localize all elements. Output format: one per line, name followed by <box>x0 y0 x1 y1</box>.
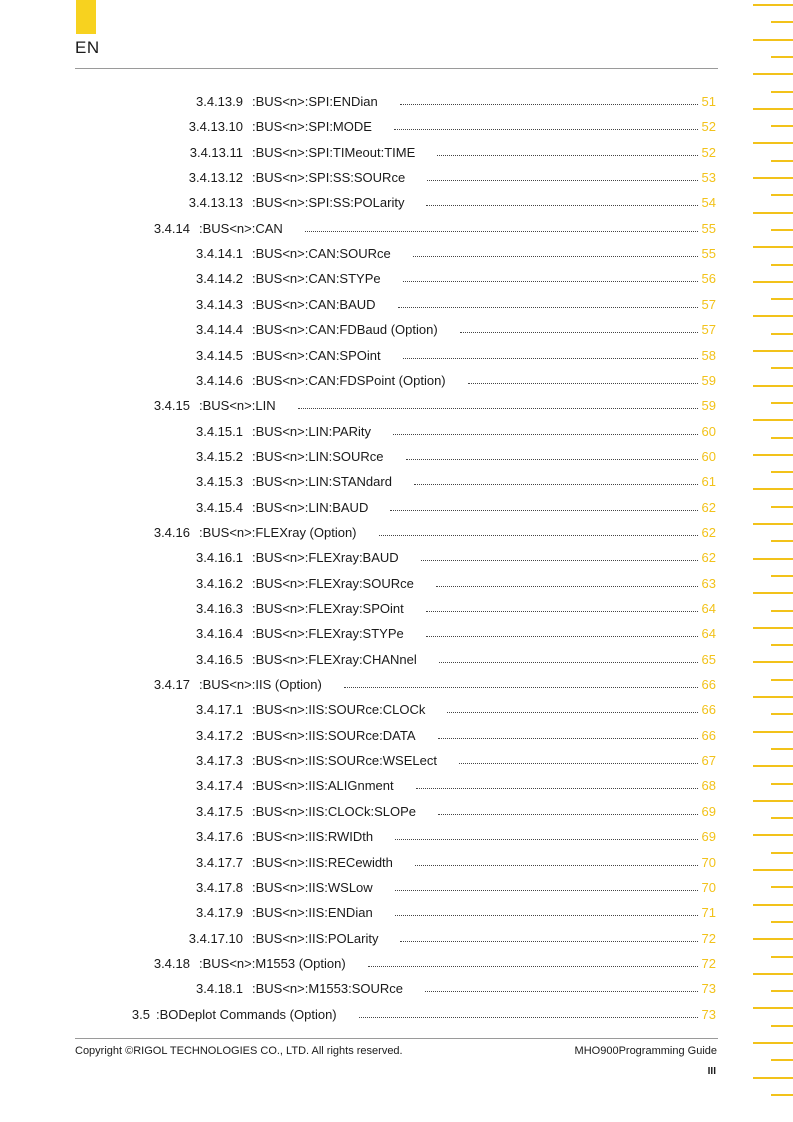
toc-entry-page[interactable]: 65 <box>701 651 716 667</box>
toc-entry[interactable] <box>0 545 793 570</box>
page-number: III <box>707 1066 716 1077</box>
toc-entry-title: :BUS<n>:IIS:POLarity <box>252 930 379 946</box>
edge-tick-line <box>771 1059 793 1061</box>
toc-entry-number: 3.4.17.2 <box>196 727 243 743</box>
toc-dot-leader <box>415 865 698 866</box>
toc-entry-title: :BUS<n>:SPI:TIMeout:TIME <box>252 144 416 160</box>
toc-dot-leader <box>438 738 698 739</box>
copyright-text: Copyright ©RIGOL TECHNOLOGIES CO., LTD. All rights reserved. <box>75 1045 403 1057</box>
edge-tick-line <box>771 21 793 23</box>
edge-tick-line <box>771 56 793 58</box>
toc-dot-leader <box>421 560 698 561</box>
toc-entry-title: :BUS<n>:CAN:FDBaud (Option) <box>252 322 438 338</box>
toc-dot-leader <box>379 535 698 536</box>
toc-entry[interactable] <box>0 368 793 393</box>
toc-entry-title: :BUS<n>:CAN:BAUD <box>252 296 376 312</box>
toc-entry[interactable] <box>0 241 793 266</box>
toc-dot-leader <box>425 991 698 992</box>
table-of-contents <box>0 89 793 1027</box>
toc-entry-number: 3.4.17.8 <box>196 879 243 895</box>
toc-entry[interactable] <box>0 114 793 139</box>
toc-entry-title: :BUS<n>:CAN <box>199 220 283 236</box>
toc-entry-page[interactable]: 71 <box>701 905 716 921</box>
toc-dot-leader <box>459 763 698 764</box>
toc-entry-page[interactable]: 66 <box>701 677 716 693</box>
toc-entry-number: 3.4.14.5 <box>196 347 243 363</box>
toc-entry-number: 3.4.15.4 <box>196 499 243 515</box>
toc-dot-leader <box>413 256 698 257</box>
toc-entry-number: 3.4.14.3 <box>196 296 243 312</box>
toc-entry[interactable] <box>0 799 793 824</box>
toc-entry-title: :BUS<n>:LIN:PARity <box>252 423 371 439</box>
toc-entry-page[interactable]: 52 <box>701 119 716 135</box>
toc-entry-number: 3.4.17.6 <box>196 829 243 845</box>
toc-entry[interactable] <box>0 165 793 190</box>
toc-dot-leader <box>344 687 698 688</box>
toc-entry-title: :BUS<n>:LIN:STANdard <box>252 474 392 490</box>
toc-entry-title: :BUS<n>:M1553 (Option) <box>199 955 346 971</box>
toc-entry-title: :BUS<n>:SPI:ENDian <box>252 94 378 109</box>
toc-entry-page[interactable]: 62 <box>701 524 716 540</box>
toc-entry-number: 3.4.13.11 <box>189 144 243 160</box>
toc-entry-number: 3.4.14.6 <box>196 372 243 388</box>
chapter-tab-marker <box>76 0 96 34</box>
toc-entry-number: 3.4.16 <box>153 524 190 540</box>
toc-entry[interactable] <box>0 216 793 241</box>
toc-entry[interactable] <box>0 621 793 646</box>
toc-entry-page[interactable]: 70 <box>701 854 716 870</box>
toc-entry-page[interactable]: 60 <box>701 448 716 464</box>
footer-rule <box>75 1038 718 1039</box>
toc-entry-page[interactable]: 56 <box>701 271 716 287</box>
toc-dot-leader <box>359 1017 698 1018</box>
toc-entry-number: 3.4.17.5 <box>196 803 243 819</box>
toc-entry-title: :BUS<n>:FLEXray:BAUD <box>252 550 399 566</box>
toc-entry-page[interactable]: 55 <box>701 246 716 262</box>
toc-dot-leader <box>436 586 698 587</box>
toc-entry-number: 3.4.18 <box>153 955 190 971</box>
toc-entry[interactable] <box>0 317 793 342</box>
toc-entry-title: :BUS<n>:FLEXray:CHANnel <box>252 651 417 667</box>
toc-entry-number: 3.4.13.9 <box>196 94 243 109</box>
toc-entry-page[interactable]: 68 <box>701 778 716 794</box>
toc-entry-title: :BODeplot Commands (Option) <box>156 1006 337 1022</box>
toc-dot-leader <box>403 281 698 282</box>
toc-entry[interactable] <box>0 926 793 951</box>
toc-entry-page[interactable]: 69 <box>701 803 716 819</box>
toc-entry-title: :BUS<n>:FLEXray:SPOint <box>252 601 404 616</box>
toc-entry-page[interactable]: 72 <box>701 930 716 946</box>
toc-dot-leader <box>468 383 698 384</box>
toc-entry-number: 3.4.16.5 <box>196 651 243 667</box>
toc-dot-leader <box>427 180 698 181</box>
toc-dot-leader <box>439 662 698 663</box>
toc-dot-leader <box>438 814 698 815</box>
toc-entry-title: :BUS<n>:LIN:BAUD <box>252 499 369 515</box>
header-rule <box>75 68 718 69</box>
toc-entry-title: :BUS<n>:FLEXray:STYPe <box>252 626 404 642</box>
toc-entry[interactable] <box>0 900 793 925</box>
toc-dot-leader <box>406 459 698 460</box>
toc-dot-leader <box>447 712 698 713</box>
toc-dot-leader <box>394 129 698 130</box>
toc-entry-page[interactable]: 60 <box>701 423 716 439</box>
toc-entry[interactable] <box>0 596 793 621</box>
toc-entry[interactable] <box>0 773 793 798</box>
toc-entry-number: 3.4.14.4 <box>196 322 243 338</box>
toc-entry[interactable] <box>0 292 793 317</box>
toc-dot-leader <box>298 408 698 409</box>
toc-entry-title: :BUS<n>:IIS:RWIDth <box>252 829 374 845</box>
toc-entry-title: :BUS<n>:SPI:MODE <box>252 119 372 135</box>
toc-entry-page[interactable]: 70 <box>701 879 716 895</box>
toc-entry[interactable] <box>0 190 793 215</box>
toc-entry-number: 3.4.17 <box>153 677 190 693</box>
edge-tick-line <box>753 1042 793 1044</box>
toc-entry-title: :BUS<n>:IIS:ENDian <box>252 905 373 921</box>
edge-tick-line <box>753 1077 793 1079</box>
toc-entry-title: :BUS<n>:CAN:SPOint <box>252 347 381 363</box>
toc-entry[interactable] <box>0 850 793 875</box>
toc-entry-page[interactable]: 62 <box>701 499 716 515</box>
edge-tick-line <box>753 39 793 41</box>
toc-entry-title: :BUS<n>:CAN:FDSPoint (Option) <box>252 372 446 388</box>
edge-tick-line <box>753 73 793 75</box>
toc-dot-leader <box>398 307 698 308</box>
toc-dot-leader <box>305 231 698 232</box>
toc-dot-leader <box>426 636 698 637</box>
toc-entry-page[interactable]: 58 <box>701 347 716 363</box>
toc-entry-number: 3.4.16.2 <box>196 575 243 591</box>
toc-dot-leader <box>426 205 698 206</box>
toc-entry-title: :BUS<n>:LIN:SOURce <box>252 448 384 464</box>
toc-entry-title: :BUS<n>:CAN:STYPe <box>252 271 381 287</box>
toc-entry[interactable] <box>0 571 793 596</box>
toc-entry[interactable] <box>0 697 793 722</box>
toc-entry-page[interactable]: 51 <box>701 94 716 109</box>
toc-dot-leader <box>460 332 698 333</box>
toc-dot-leader <box>414 484 698 485</box>
toc-entry[interactable] <box>0 1002 793 1027</box>
toc-entry[interactable] <box>0 343 793 368</box>
toc-entry-number: 3.4.15.3 <box>196 474 243 490</box>
toc-entry-title: :BUS<n>:IIS:ALIGnment <box>252 778 394 794</box>
toc-entry-number: 3.4.17.7 <box>196 854 243 870</box>
toc-entry-title: :BUS<n>:CAN:SOURce <box>252 246 391 262</box>
toc-entry-page[interactable]: 62 <box>701 550 716 566</box>
toc-dot-leader <box>426 611 698 612</box>
toc-entry[interactable] <box>0 495 793 520</box>
toc-entry-page[interactable]: 61 <box>701 474 716 490</box>
toc-entry-page[interactable]: 73 <box>701 1006 716 1022</box>
toc-entry-page[interactable]: 64 <box>701 626 716 642</box>
toc-dot-leader <box>400 941 698 942</box>
toc-entry-title: :BUS<n>:IIS:SOURce:CLOCk <box>252 702 426 718</box>
toc-entry-title: :BUS<n>:M1553:SOURce <box>252 981 404 997</box>
toc-dot-leader <box>403 358 698 359</box>
toc-entry-number: 3.4.15.1 <box>196 423 243 439</box>
toc-entry-number: 3.4.15.2 <box>196 448 243 464</box>
toc-entry-number: 3.4.14.2 <box>196 271 243 287</box>
edge-tick-line <box>771 1094 793 1096</box>
toc-entry[interactable] <box>0 89 793 114</box>
toc-entry-title: :BUS<n>:SPI:SS:SOURce <box>252 170 406 186</box>
toc-entry[interactable] <box>0 444 793 469</box>
toc-dot-leader <box>393 434 698 435</box>
toc-entry-number: 3.4.17.1 <box>196 702 243 718</box>
toc-dot-leader <box>416 788 698 789</box>
toc-entry-title: :BUS<n>:IIS:RECewidth <box>252 854 393 870</box>
toc-entry[interactable] <box>0 875 793 900</box>
toc-entry[interactable] <box>0 723 793 748</box>
toc-entry-number: 3.4.18.1 <box>196 981 243 997</box>
toc-entry[interactable] <box>0 393 793 418</box>
toc-entry-page[interactable]: 69 <box>701 829 716 845</box>
toc-entry-page[interactable]: 52 <box>701 144 716 160</box>
toc-entry-title: :BUS<n>:IIS:SOURce:WSELect <box>252 753 437 769</box>
toc-entry-title: :BUS<n>:LIN <box>199 398 276 414</box>
toc-entry-number: 3.4.17.3 <box>196 753 243 769</box>
toc-entry-number: 3.4.15 <box>153 398 190 414</box>
toc-entry-title: :BUS<n>:SPI:SS:POLarity <box>252 195 405 211</box>
toc-entry-page[interactable]: 73 <box>701 981 716 997</box>
toc-dot-leader <box>395 839 698 840</box>
toc-dot-leader <box>368 966 698 967</box>
toc-entry-page[interactable]: 57 <box>701 296 716 312</box>
toc-entry[interactable] <box>0 520 793 545</box>
toc-entry-number: 3.4.13.12 <box>188 170 243 186</box>
toc-dot-leader <box>395 890 698 891</box>
toc-dot-leader <box>437 155 698 156</box>
toc-entry-number: 3.4.14.1 <box>196 246 243 262</box>
toc-entry-number: 3.4.13.10 <box>188 119 243 135</box>
toc-entry-title: :BUS<n>:IIS:WSLow <box>252 879 373 895</box>
toc-dot-leader <box>390 510 698 511</box>
toc-entry-number: 3.4.14 <box>153 220 190 236</box>
toc-entry-page[interactable]: 72 <box>701 955 716 971</box>
toc-entry[interactable] <box>0 266 793 291</box>
toc-entry[interactable] <box>0 469 793 494</box>
toc-entry-page[interactable]: 59 <box>701 398 716 414</box>
toc-entry-page[interactable]: 59 <box>701 372 716 388</box>
toc-entry-number: 3.4.17.4 <box>196 778 243 794</box>
toc-entry[interactable] <box>0 748 793 773</box>
toc-dot-leader <box>400 104 698 105</box>
toc-entry[interactable] <box>0 647 793 672</box>
toc-entry-page[interactable]: 55 <box>701 220 716 236</box>
toc-dot-leader <box>395 915 698 916</box>
language-label: EN <box>75 38 100 57</box>
toc-entry[interactable] <box>0 824 793 849</box>
guide-title: MHO900Programming Guide <box>574 1045 717 1057</box>
toc-entry-title: :BUS<n>:IIS (Option) <box>199 677 322 693</box>
toc-entry-number: 3.4.17.10 <box>188 930 243 946</box>
toc-entry-page[interactable]: 53 <box>701 170 716 186</box>
toc-entry-number: 3.4.17.9 <box>196 905 243 921</box>
toc-entry-page[interactable]: 64 <box>701 601 716 616</box>
toc-entry-title: :BUS<n>:FLEXray (Option) <box>199 524 357 540</box>
toc-entry-number: 3.4.16.4 <box>196 626 243 642</box>
toc-entry-title: :BUS<n>:IIS:SOURce:DATA <box>252 727 416 743</box>
toc-entry-page[interactable]: 57 <box>701 322 716 338</box>
toc-entry-page[interactable]: 67 <box>701 753 716 769</box>
toc-entry-page[interactable]: 66 <box>701 702 716 718</box>
toc-entry-page[interactable]: 63 <box>701 575 716 591</box>
toc-entry-page[interactable]: 54 <box>701 195 716 211</box>
toc-entry[interactable] <box>0 419 793 444</box>
toc-entry[interactable] <box>0 140 793 165</box>
toc-entry-number: 3.4.16.3 <box>196 601 243 616</box>
toc-entry-title: :BUS<n>:IIS:CLOCk:SLOPe <box>252 803 417 819</box>
toc-entry-page[interactable]: 66 <box>701 727 716 743</box>
toc-entry[interactable] <box>0 672 793 697</box>
edge-tick-line <box>753 4 793 6</box>
toc-entry-number: 3.4.16.1 <box>196 550 243 566</box>
toc-entry-title: :BUS<n>:FLEXray:SOURce <box>252 575 414 591</box>
toc-entry-number: 3.5 <box>131 1006 150 1022</box>
toc-entry[interactable] <box>0 951 793 976</box>
toc-entry-number: 3.4.13.13 <box>188 195 243 211</box>
toc-entry[interactable] <box>0 976 793 1001</box>
